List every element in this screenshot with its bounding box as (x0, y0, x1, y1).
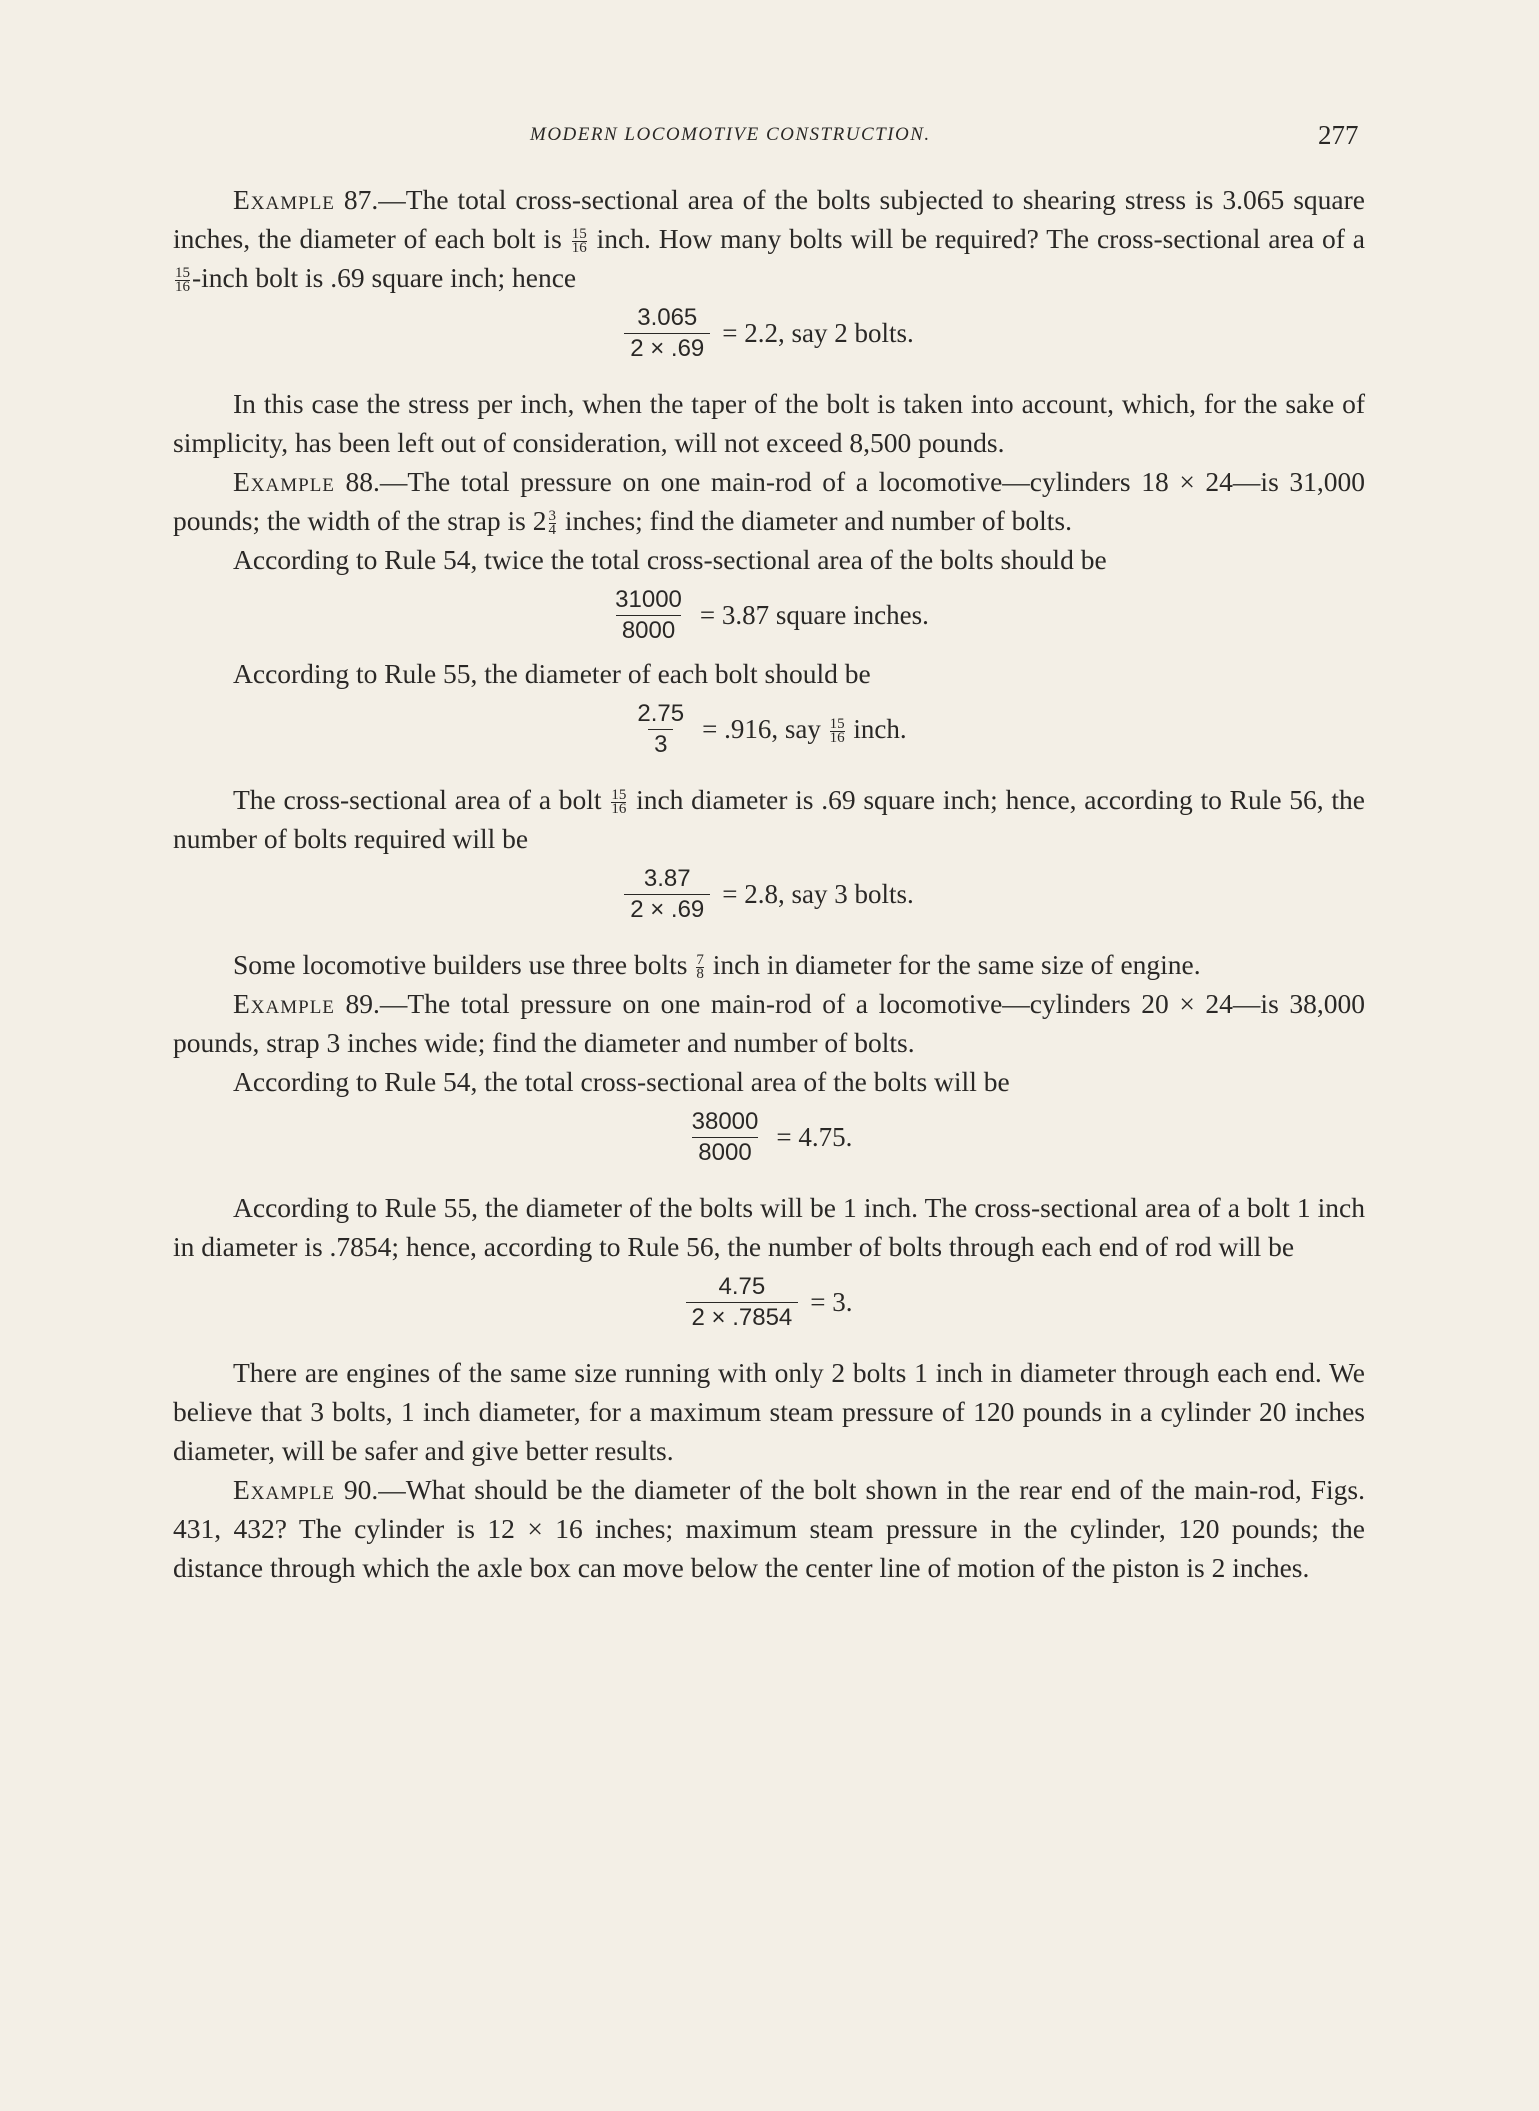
fraction-denominator: 16 (611, 801, 627, 818)
equation-numerator: 3.87 (643, 865, 691, 892)
equation-fraction (609, 585, 688, 646)
page-body (173, 180, 1365, 1587)
text-run: Some locomotive builders use three bolts (233, 949, 695, 980)
fraction (611, 789, 626, 816)
equation-numerator: 2.75 (637, 700, 685, 727)
fraction (175, 267, 190, 294)
fraction (549, 510, 557, 537)
equation-numerator: 31000 (615, 586, 682, 613)
equation-result: = 3. (810, 1287, 853, 1317)
equation (173, 585, 1365, 646)
example-label: Example (233, 988, 335, 1019)
paragraph: According to Rule 54, twice the total cross-sectional area of the bolts should be (233, 544, 1107, 575)
fraction-denominator: 16 (571, 240, 587, 257)
fraction-denominator: 16 (175, 279, 190, 296)
fraction (572, 228, 587, 255)
equation-denominator: 8000 (692, 1137, 757, 1168)
paragraph (173, 780, 1365, 858)
equation-denominator: 2 × .69 (624, 894, 710, 925)
equation (173, 1272, 1365, 1333)
text-run: The cross-sectional area of a bolt (233, 784, 610, 815)
text-run: inch in diameter for the same size of engine. (705, 949, 1201, 980)
equation-fraction (686, 1107, 765, 1168)
text-run: = .916, say (702, 714, 828, 744)
paragraph: In this case the stress per inch, when the taper of the bolt is taken into account, which, for the sake of simplicity, has been left out of consideration, will not exceed 8,500 pounds. (173, 388, 1365, 458)
equation-numerator: 3.065 (637, 304, 698, 331)
fraction-numerator: 15 (611, 787, 627, 804)
fraction-denominator: 4 (548, 522, 557, 539)
example-label: Example (233, 1474, 335, 1505)
equation-result: = 3.87 square inches. (699, 600, 929, 630)
page-number: 277 (1318, 120, 1359, 150)
equation-fraction (624, 864, 710, 925)
example-label: Example (233, 466, 335, 497)
equation-numerator: 4.75 (718, 1273, 766, 1300)
equation-fraction (631, 699, 690, 760)
equation-result: = 2.8, say 3 bolts. (722, 879, 914, 909)
equation (173, 303, 1365, 364)
equation-fraction (686, 1272, 799, 1333)
example-89-paragraph (173, 984, 1365, 1062)
equation (173, 699, 1365, 760)
paragraph (173, 945, 1365, 984)
equation-denominator: 3 (648, 729, 673, 760)
text-run: 90.—What should be the diameter of the bolt shown in the rear end of the main-rod, Figs. 431, 432? The cylinder is 12 × 16 inches; maximum steam pressure in the cylinder, 120 pounds; the distance through which the axle box can move below the center line of motion of the piston is 2 inches. (173, 1474, 1365, 1583)
paragraph: According to Rule 55, the diameter of the bolts will be 1 inch. The cross-sectional area of a bolt 1 inch in diameter is .7854; hence, according to Rule 56, the number of bolts through each end of rod will be (173, 1192, 1365, 1262)
fraction (830, 718, 845, 745)
fraction-numerator: 15 (175, 265, 190, 282)
paragraph: There are engines of the same size running with only 2 bolts 1 inch in diameter through each end. We believe that 3 bolts, 1 inch diameter, for a maximum steam pressure of 120 pounds in a cylinder 20 inches diameter, will be safer and give better results. (173, 1357, 1365, 1466)
equation-denominator: 2 × .7854 (686, 1302, 799, 1333)
equation-fraction (624, 303, 710, 364)
text-run: 88.—The total pressure on one main-rod of a locomotive—cylinders 18 × 24—is 31,000 pounds; the width of the strap is 2 (173, 466, 1365, 536)
example-label: Example (233, 184, 335, 215)
equation-result: = 4.75. (776, 1122, 853, 1152)
text-run: 89.—The total pressure on one main-rod of a locomotive—cylinders 20 × 24—is 38,000 pounds, strap 3 inches wide; find the diameter and number of bolts. (173, 988, 1365, 1058)
equation-denominator: 2 × .69 (624, 333, 710, 364)
equation-result (702, 710, 906, 749)
running-title: MODERN LOCOMOTIVE CONSTRUCTION. (530, 124, 931, 145)
equation-denominator: 8000 (616, 615, 681, 646)
fraction-numerator: 3 (548, 508, 557, 525)
fraction-numerator: 15 (829, 716, 845, 733)
paragraph: According to Rule 54, the total cross-sectional area of the bolts will be (233, 1066, 1010, 1097)
fraction-denominator: 8 (696, 966, 704, 983)
fraction (696, 954, 704, 981)
text-run: inches; find the diameter and number of bolts. (558, 505, 1072, 536)
example-90-paragraph (173, 1470, 1365, 1587)
fraction-denominator: 16 (829, 730, 845, 747)
fraction-numerator: 15 (571, 226, 587, 243)
equation-result: = 2.2, say 2 bolts. (722, 318, 914, 348)
equation (173, 1107, 1365, 1168)
paragraph: According to Rule 55, the diameter of each bolt should be (233, 658, 871, 689)
text-run: -inch bolt is .69 square inch; hence (192, 262, 577, 293)
equation-numerator: 38000 (691, 1108, 759, 1135)
text-run: inch. (846, 714, 907, 744)
example-88-paragraph (173, 462, 1365, 540)
page-header (0, 120, 1539, 160)
text-run: inch diameter is .69 square inch; hence, according to Rule 56, the number of bolts required will be (173, 784, 1366, 854)
text-run: 87.—The total cross-sectional area of the bolts subjected to shearing stress is 3.065 square inches, the diameter of each bolt is (173, 184, 1365, 254)
text-run: inch. How many bolts will be required? The cross-sectional area of a (588, 223, 1365, 254)
equation (173, 864, 1365, 925)
example-87-paragraph (173, 180, 1365, 297)
fraction-numerator: 7 (696, 952, 704, 969)
